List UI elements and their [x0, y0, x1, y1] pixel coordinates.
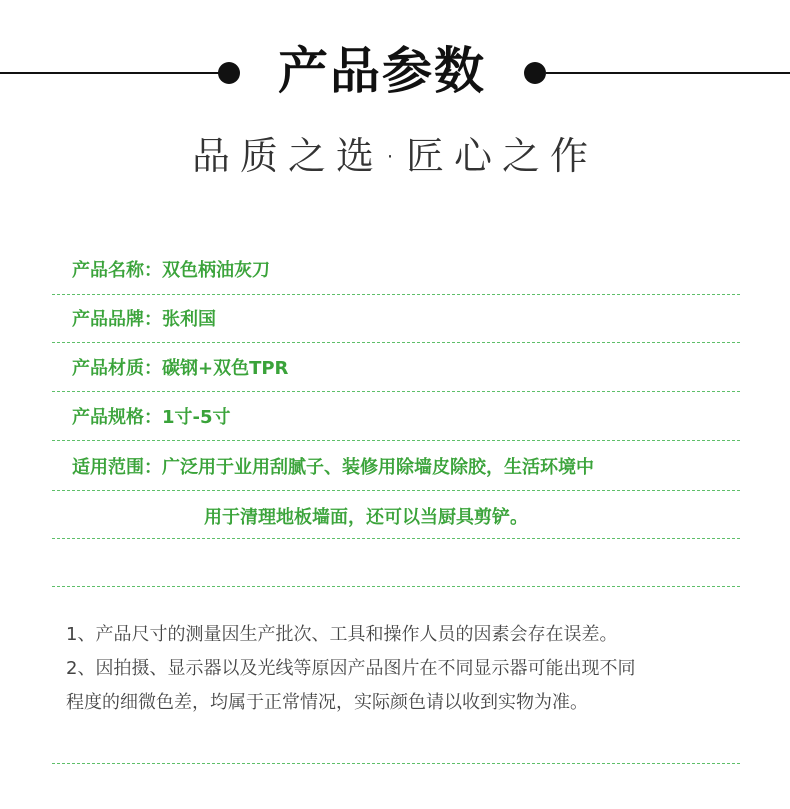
- spec-row-size: [72, 406, 231, 430]
- spec-label: 适用范围：: [72, 457, 162, 478]
- dashed-divider: [52, 294, 740, 295]
- spec-row-name: [72, 259, 270, 283]
- page-subtitle: 品质之选·匠心之作: [191, 134, 599, 178]
- spec-value: 张利国: [162, 309, 216, 330]
- note-line: 2、因拍摄、显示器以及光线等原因产品图片在不同显示器可能出现不同: [66, 658, 636, 679]
- dashed-divider: [52, 538, 740, 539]
- dashed-divider: [52, 490, 740, 491]
- dashed-divider: [52, 440, 740, 441]
- header-rule-left: [0, 72, 220, 74]
- note-line: 1、产品尺寸的测量因生产批次、工具和操作人员的因素会存在误差。: [66, 624, 618, 645]
- dashed-divider: [52, 763, 740, 764]
- note-line: 程度的细微色差，均属于正常情况，实际颜色请以收到实物为准。: [66, 692, 588, 713]
- spec-row-material: [72, 357, 288, 381]
- header-rule-right: [546, 72, 790, 74]
- dashed-divider: [52, 586, 740, 587]
- spec-value: 碳钢+双色TPR: [162, 358, 289, 379]
- spec-label: 产品材质：: [72, 358, 162, 379]
- spec-label: 产品品牌：: [72, 309, 162, 330]
- spec-label: 产品规格：: [72, 407, 162, 428]
- spec-row-usage: [72, 456, 594, 480]
- dashed-divider: [52, 342, 740, 343]
- dashed-divider: [52, 391, 740, 392]
- spec-value: 双色柄油灰刀: [162, 260, 270, 281]
- page-title: 产品参数: [278, 42, 486, 100]
- header-dot-right: [524, 62, 546, 84]
- spec-label: 产品名称：: [72, 260, 162, 281]
- spec-row-brand: [72, 308, 216, 332]
- spec-value: 1寸-5寸: [162, 407, 231, 428]
- spec-usage-continuation: 用于清理地板墙面，还可以当厨具剪铲。: [204, 507, 528, 528]
- header-dot-left: [218, 62, 240, 84]
- spec-value: 广泛用于业用刮腻子、装修用除墙皮除胶，生活环境中: [162, 457, 594, 478]
